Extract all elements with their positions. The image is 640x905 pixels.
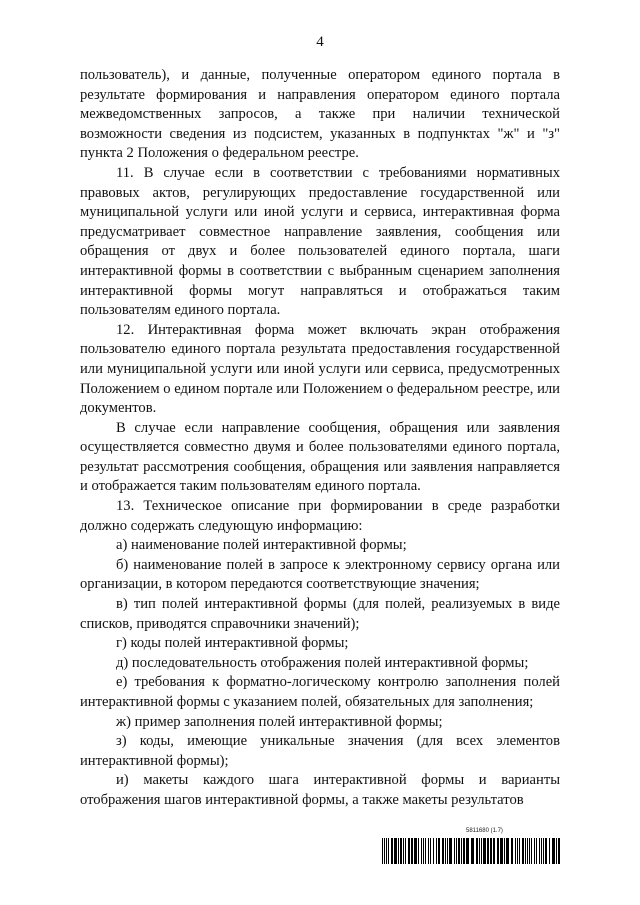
list-item: и) макеты каждого шага интерактивной формы и варианты отображения шагов интерактивной формы, а также макеты результатов — [80, 772, 560, 808]
barcode-block — [382, 828, 562, 864]
list-item: е) требования к форматно-логическому контролю заполнения полей интерактивной формы с указанием полей, обязательных для заполнения; — [80, 674, 560, 710]
list-item: в) тип полей интерактивной формы (для полей, реализуемых в виде списков, приводятся справочники значений); — [80, 596, 560, 632]
list-item: г) коды полей интерактивной формы; — [116, 635, 349, 652]
list-item: б) наименование полей в запросе к электронному сервису органа или организации, в котором передаются соответствующие значения; — [80, 556, 560, 593]
list-item: д) последовательность отображения полей интерактивной формы; — [116, 654, 529, 671]
paragraph: В случае если направление сообщения, обращения или заявления осуществляется совместно двумя и более пользователями единого портала, результат рассмотрения сообщения, обращения или заявления направляется и отображается таким пользователям единого портала. — [80, 419, 560, 495]
paragraph: пользователь), и данные, полученные оператором единого портала в результате формирования и направления оператором единого портала межведомственных запросов, а также при наличии технической возможности сведения из подсистем, указанных в подпунктах "ж" и "з" пункта 2 Положения о федеральном реестре. — [80, 67, 560, 162]
document-body — [80, 66, 560, 811]
barcode-icon — [382, 838, 562, 864]
barcode-id: 5811680 (1.7) — [466, 828, 503, 834]
list-item: з) коды, имеющие уникальные значения (для всех элементов интерактивной формы); — [80, 733, 560, 769]
page-number: 4 — [316, 34, 324, 50]
paragraph: 13. Техническое описание при формировании в среде разработки должно содержать следующую информацию: — [80, 498, 560, 534]
paragraph: 12. Интерактивная форма может включать экран отображения пользователю единого портала результата предоставления государственной или муниципальной услуги или иной услуги или сервиса, предусмотренных Положением о едином портале или Положением о федеральном реестре, или документов. — [80, 321, 560, 417]
list-item: а) наименование полей интерактивной формы; — [116, 537, 407, 554]
paragraph: 11. В случае если в соответствии с требованиями нормативных правовых актов, регулирующих предоставление государственной или муниципальной услуги или иной услуги и сервиса, интерактивная форма предусматривает совместное направление заявления, сообщения или обращения от двух и более пользователей единого портала, шаги интерактивной формы в соответствии с выбранным сценарием заполнения интерактивной формы могут направляться и отображаться таким пользователям единого портала. — [80, 164, 560, 319]
list-item: ж) пример заполнения полей интерактивной формы; — [116, 713, 443, 730]
